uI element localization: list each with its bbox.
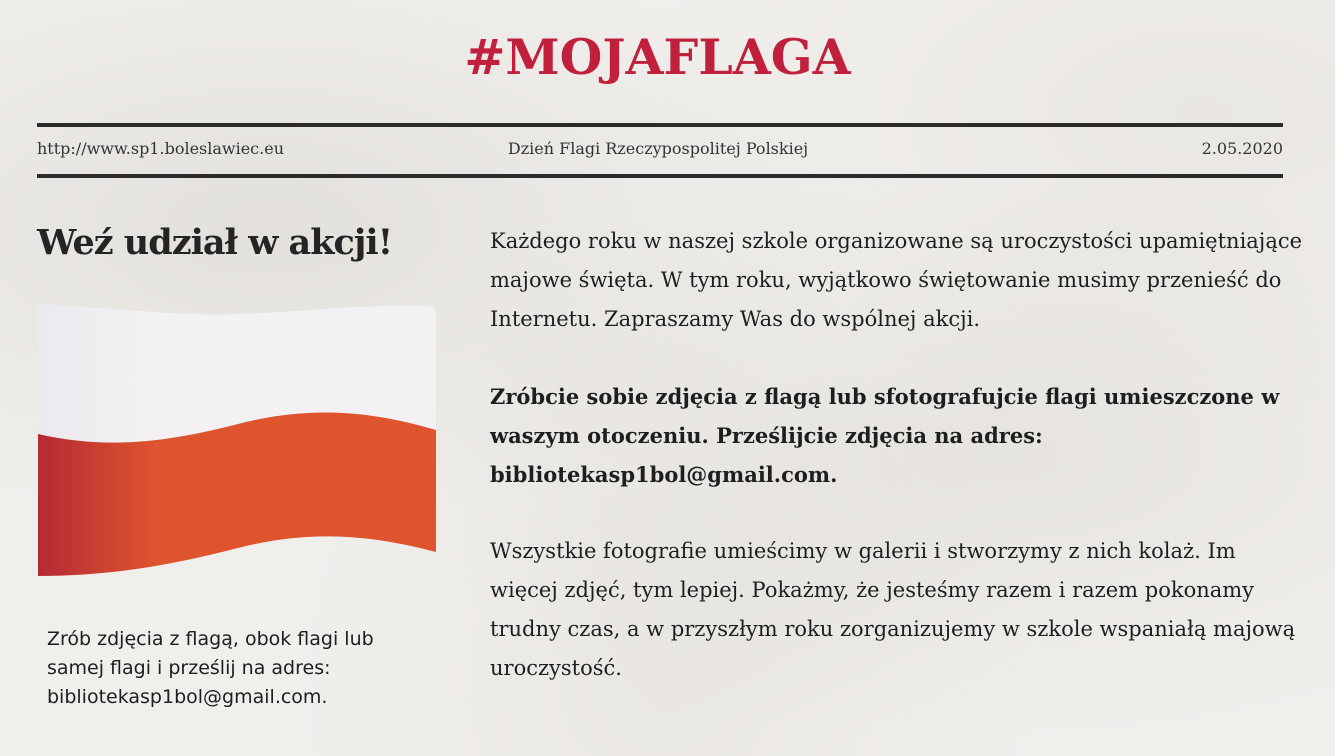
intro-paragraph: Każdego roku w naszej szkole organizowane są uroczystości upamiętniające majowe święta. W tym roku, wyjątkowo świętowanie musimy przenieść do Internetu. Zapraszamy Was do wspólnej akcji. [490, 229, 1303, 331]
header-rule-top [37, 123, 1283, 127]
call-to-action-paragraph: Zróbcie sobie zdjęcia z flagą lub sfotografujcie flagi umieszczone w waszym otoczeniu. Prześlijcie zdjęcia na adres: bibliotekasp1bol@gmail.com. [490, 384, 1280, 487]
sidebar-caption: Zrób zdjęcia z flagą, obok flagi lub samej flagi i prześlij na adres: bibliotekasp1bol@gmail.com. [47, 628, 374, 708]
website-url[interactable]: http://www.sp1.boleslawiec.eu [37, 139, 284, 158]
sidebar-heading: Weź udział w akcji! [37, 222, 393, 263]
page-title: #MOJAFLAGA [464, 28, 851, 86]
closing-paragraph: Wszystkie fotografie umieścimy w galerii i stworzymy z nich kolaż. Im więcej zdjęć, tym lepiej. Pokażmy, że jesteśmy razem i razem pokonamy trudny czas, a w przyszłym roku zorganizujemy w szkole wspaniałą majową uroczystość. [490, 539, 1296, 680]
publication-date: 2.05.2020 [1201, 139, 1283, 158]
header-rule-bottom [37, 174, 1283, 178]
polish-flag-icon [38, 302, 438, 580]
event-name: Dzień Flagi Rzeczypospolitej Polskiej [507, 139, 809, 158]
main-content [490, 222, 1310, 726]
